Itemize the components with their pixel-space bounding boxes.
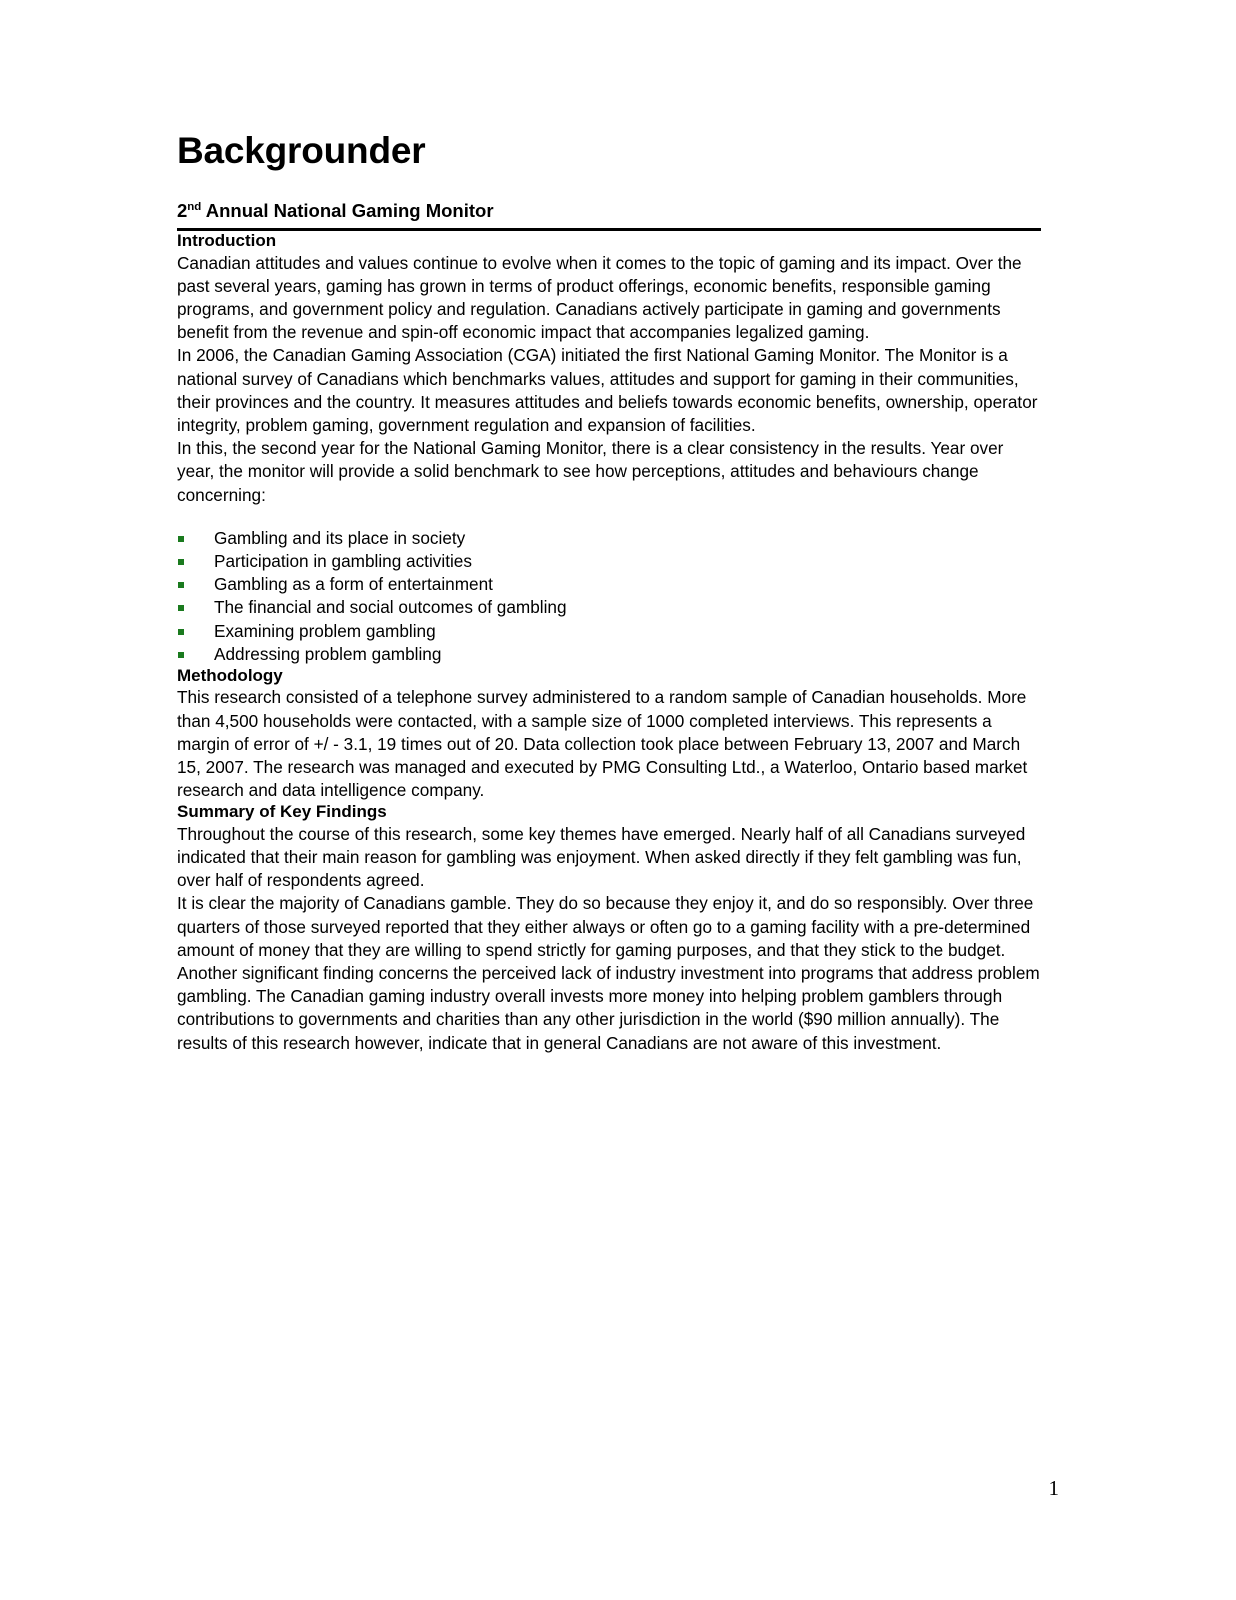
list-item [177, 620, 1041, 643]
page-title: Backgrounder [177, 130, 426, 171]
list-item-label: Participation in gambling activities [214, 551, 472, 572]
list-item [177, 643, 1041, 666]
list-item-label: Gambling and its place in society [214, 527, 466, 548]
square-bullet-icon [178, 605, 184, 611]
square-bullet-icon [178, 652, 184, 658]
page-content [177, 132, 1041, 1055]
intro-paragraph-3: In this, the second year for the National Gaming Monitor, there is a clear consistency in the results. Year over year, the monitor will provide a solid benchmark to see how perceptions, attitudes and behaviours change concerning: [177, 438, 1004, 505]
section-heading-summary-of-key-findings: Summary of Key Findings [177, 802, 387, 822]
square-bullet-icon [178, 629, 184, 635]
intro-paragraph-2: In 2006, the Canadian Gaming Association (CGA) initiated the first National Gaming Monitor. The Monitor is a national survey of Canadians which benchmarks values, attitudes and support for gaming in their communities, their provinces and the country. It measures attitudes and beliefs towards economic benefits, ownership, operator integrity, problem gaming, government regulation and expansion of facilities. [177, 345, 1038, 435]
list-item [177, 596, 1041, 619]
intro-paragraph-1: Canadian attitudes and values continue to evolve when it comes to the topic of gaming and its impact. Over the past several years, gaming has grown in terms of product offerings, economic benefits, responsible gaming programs, and government policy and regulation. Canadians actively participate in gaming and governments benefit from the revenue and spin-off economic impact that accompanies legalized gaming. [177, 252, 1022, 343]
summary-paragraph-1: Throughout the course of this research, some key themes have emerged. Nearly half of all Canadians surveyed indicated that their main reason for gambling was enjoyment. When asked directly if they felt gambling was fun, over half of respondents agreed. [177, 823, 1026, 891]
subtitle-underline-rule [177, 201, 1041, 231]
methodology-paragraph-1: This research consisted of a telephone survey administered to a random sample of Canadian households. More than 4,500 households were contacted, with a sample size of 1000 completed interviews. This represents a margin of error of +/ - 3.1, 19 times out of 20. Data collection took place between February 13, 2007 and March 15, 2007. The research was managed and executed by PMG Consulting Ltd., a Waterloo, Ontario based market research and data intelligence company. [177, 687, 1028, 801]
subtitle-ordinal-number: 2 [177, 199, 188, 221]
list-item-label: Gambling as a form of entertainment [214, 574, 493, 595]
list-item [177, 550, 1041, 573]
list-item-label: Addressing problem gambling [214, 643, 442, 664]
square-bullet-icon [178, 582, 184, 588]
summary-paragraph-3: Another significant finding concerns the perceived lack of industry investment into programs that address problem gambling. The Canadian gaming industry overall invests more money into helping problem gamblers through contributions to governments and charities than any other jurisdiction in the world ($90 million annually). The results of this research however, indicate that in general Canadians are not aware of this investment. [177, 963, 1040, 1053]
list-item [177, 573, 1041, 596]
document-subtitle [177, 201, 1041, 221]
square-bullet-icon [178, 559, 184, 565]
page-number: 1 [1048, 1476, 1059, 1500]
topics-bullet-list [177, 527, 1041, 666]
list-item-label: Examining problem gambling [214, 620, 436, 641]
section-heading-introduction: Introduction [177, 231, 277, 251]
list-item-label: The financial and social outcomes of gambling [214, 597, 567, 618]
list-item [177, 527, 1041, 550]
square-bullet-icon [178, 536, 184, 542]
summary-paragraph-2: It is clear the majority of Canadians gamble. They do so because they enjoy it, and do so responsibly. Over three quarters of those surveyed reported that they either always or often go to a gaming facility with a pre-determined amount of money that they are willing to spend strictly for gaming purposes, and that they stick to the budget. [177, 893, 1034, 960]
subtitle-ordinal-suffix: nd [187, 200, 202, 213]
section-heading-methodology: Methodology [177, 666, 283, 686]
subtitle-rest: Annual National Gaming Monitor [201, 199, 494, 221]
